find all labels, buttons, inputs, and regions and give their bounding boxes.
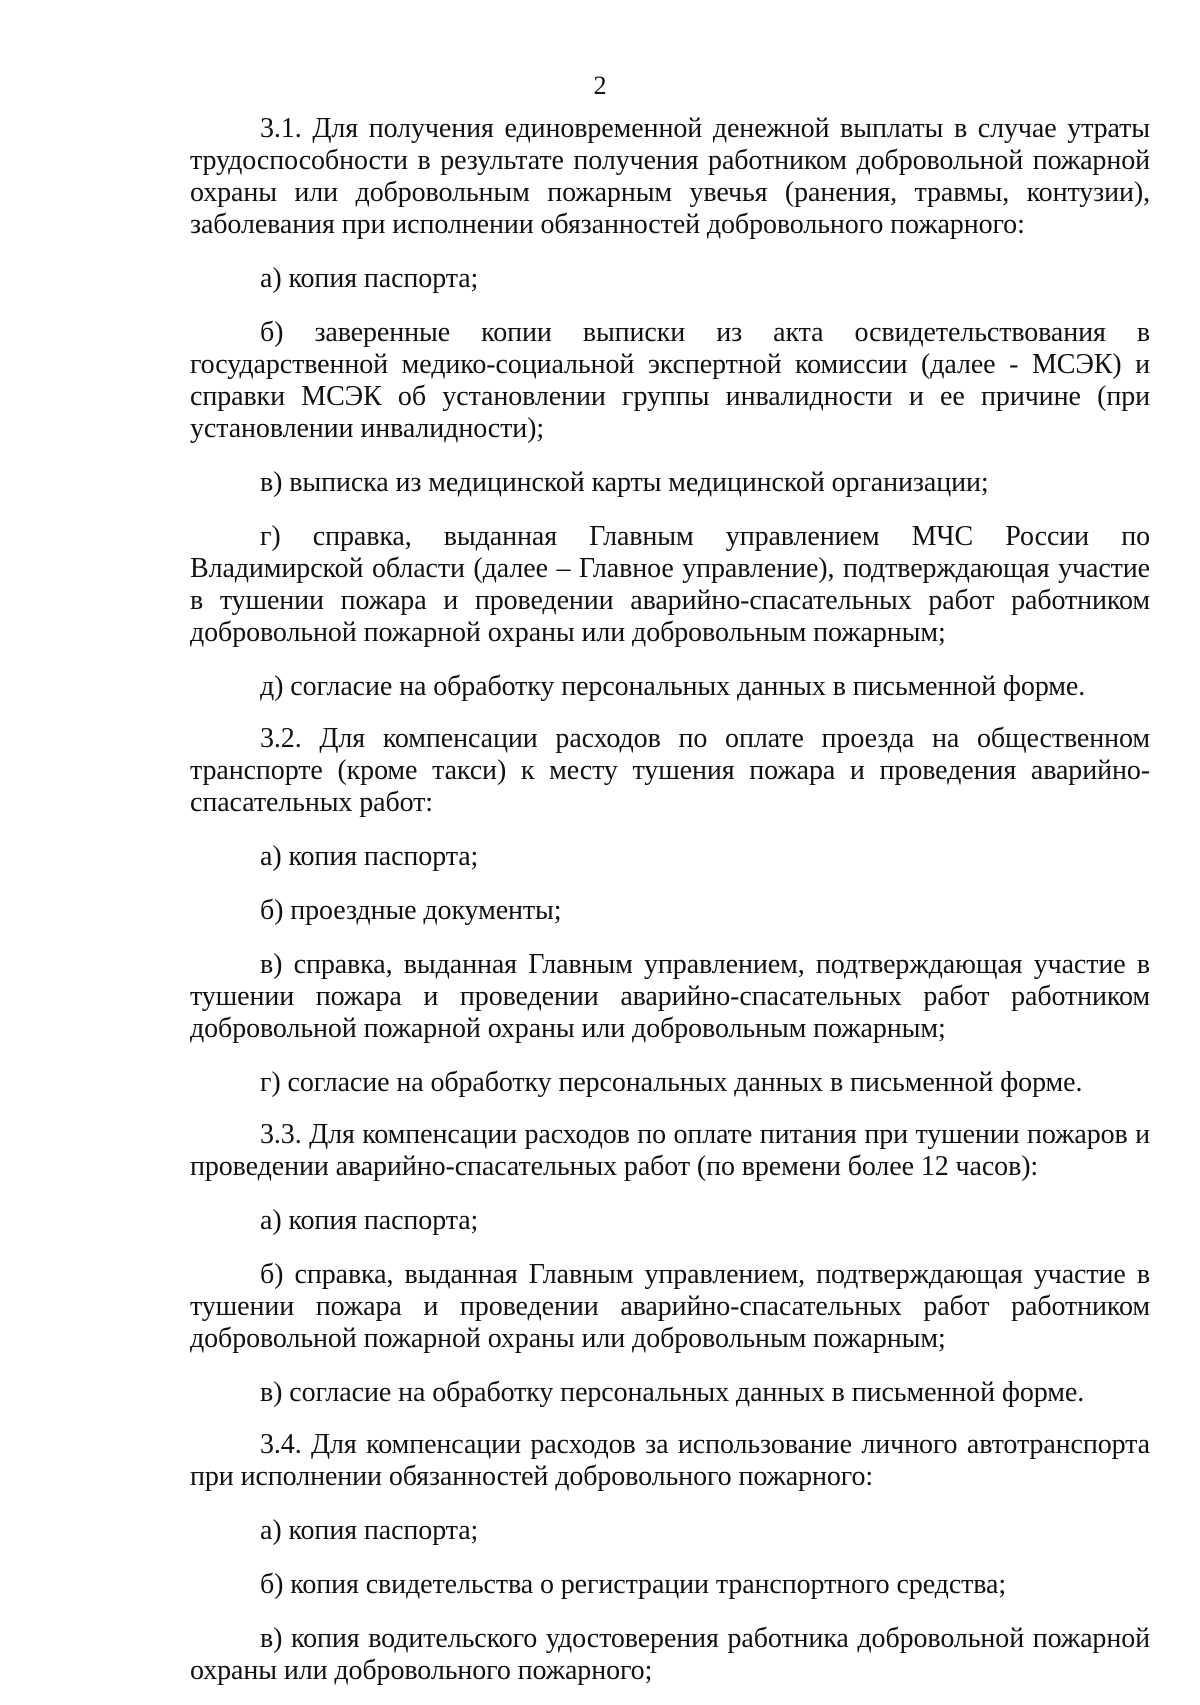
list-item: г) согласие на обработку персональных данных в письменной форме. xyxy=(260,1067,1083,1098)
list-item: б) заверенные копии выписки из акта освидетельствования в государственной медико-социальной экспертной комиссии (далее - МСЭК) и справки МСЭК об установлении группы инвалидности и ее причине (при установлении инвалидности); xyxy=(190,317,1150,444)
document-body xyxy=(190,113,1150,1705)
list-item: а) копия паспорта; xyxy=(260,1205,479,1236)
list-item: в) выписка из медицинской карты медицинской организации; xyxy=(260,467,989,498)
page-number: 2 xyxy=(593,71,607,100)
list-item: а) копия паспорта; xyxy=(260,841,479,872)
list-item: б) проездные документы; xyxy=(260,895,562,926)
list-item: в) справка, выданная Главным управлением, подтверждающая участие в тушении пожара и проведении аварийно-спасательных работ работником добровольной пожарной охраны или добровольным пожарным; xyxy=(190,949,1150,1044)
list-item: в) копия водительского удостоверения работника добровольной пожарной охраны или добровольного пожарного; xyxy=(190,1623,1150,1686)
paragraph-3-3: 3.3. Для компенсации расходов по оплате питания при тушении пожаров и проведении аварийно-спасательных работ (по времени более 12 часов): xyxy=(190,1119,1150,1182)
list-item: а) копия паспорта; xyxy=(260,1515,479,1546)
paragraph-3-2: 3.2. Для компенсации расходов по оплате проезда на общественном транспорте (кроме такси) к месту тушения пожара и проведения аварийно- спасательных работ: xyxy=(190,723,1150,818)
paragraph-3-1: 3.1. Для получения единовременной денежной выплаты в случае утраты трудоспособности в результате получения работником добровольной пожарной охраны или добровольным пожарным увечья (ранения, травмы, контузии), заболевания при исполнении обязанностей добровольного пожарного: xyxy=(190,113,1150,240)
list-item: д) согласие на обработку персональных данных в письменной форме. xyxy=(260,671,1086,702)
list-item: а) копия паспорта; xyxy=(260,263,479,294)
paragraph-3-4: 3.4. Для компенсации расходов за использование личного автотранспорта при исполнении обязанностей добровольного пожарного: xyxy=(190,1429,1150,1492)
list-item: б) копия свидетельства о регистрации транспортного средства; xyxy=(260,1569,1007,1600)
list-item: б) справка, выданная Главным управлением, подтверждающая участие в тушении пожара и проведении аварийно-спасательных работ работником добровольной пожарной охраны или добровольным пожарным; xyxy=(190,1259,1150,1354)
list-item: в) согласие на обработку персональных данных в письменной форме. xyxy=(260,1377,1085,1408)
list-item: г) справка, выданная Главным управлением МЧС России по Владимирской области (далее – Главное управление), подтверждающая участие в тушении пожара и проведении аварийно-спасательных работ работником добровольной пожарной охраны или добровольным пожарным; xyxy=(190,521,1150,648)
